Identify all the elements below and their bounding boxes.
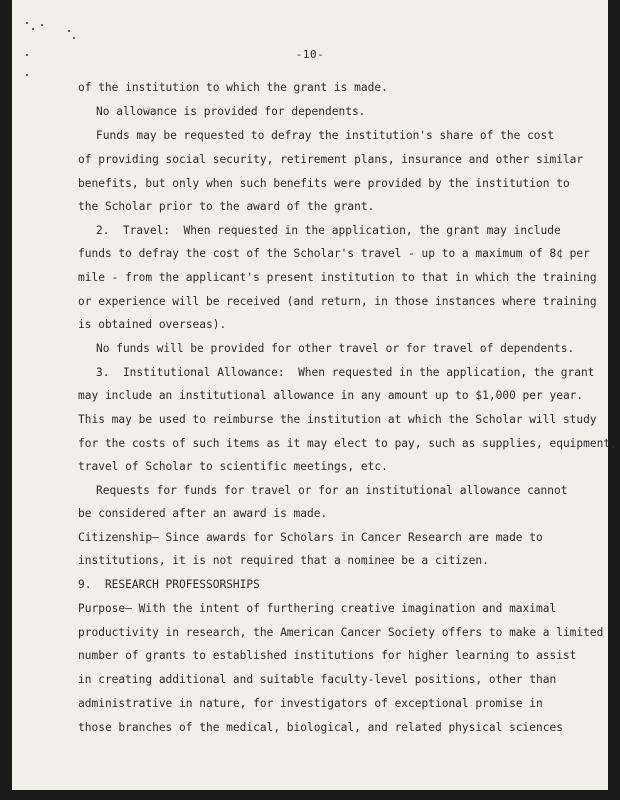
text-line: those branches of the medical, biological, and related physical sciences [78, 721, 563, 734]
section-heading: 9. RESEARCH PROFESSORSHIPS [78, 578, 260, 591]
text-line: This may be used to reimburse the institution at which the Scholar will study [78, 413, 597, 426]
text-line: mile - from the applicant's present institution to that in which the training [78, 271, 597, 284]
text-line: in creating additional and suitable faculty-level positions, other than [78, 673, 557, 686]
text-line: 2. Travel: When requested in the application, the grant may include [96, 224, 561, 237]
text-line: 3. Institutional Allowance: When requested in the application, the grant [96, 366, 595, 379]
text-line: Funds may be requested to defray the institution's share of the cost [96, 129, 555, 142]
text-line: institutions, it is not required that a nominee be a citizen. [78, 554, 489, 567]
text-line: is obtained overseas). [78, 318, 227, 331]
text-line: Purpose— With the intent of furthering creative imagination and maximal [78, 602, 557, 615]
text-line: number of grants to established institutions for higher learning to assist [78, 649, 577, 662]
text-line: No funds will be provided for other travel or for travel of dependents. [96, 342, 575, 355]
page-number: -10- [295, 48, 325, 61]
text-line: may include an institutional allowance in any amount up to $1,000 per year. [78, 389, 584, 402]
text-line: of providing social security, retirement plans, insurance and other similar [78, 153, 584, 166]
document-page [12, 0, 617, 790]
text-line: for the costs of such items as it may elect to pay, such as supplies, equipment, [78, 437, 617, 450]
text-line: Citizenship— Since awards for Scholars in Cancer Research are made to [78, 531, 543, 544]
speck-mark [68, 30, 70, 32]
text-line: benefits, but only when such benefits were provided by the institution to [78, 177, 570, 190]
speck-mark [73, 37, 75, 39]
speck-mark [41, 24, 43, 26]
speck-mark [32, 28, 34, 30]
text-line: the Scholar prior to the award of the grant. [78, 200, 375, 213]
text-line: or experience will be received (and return, in those instances where training [78, 295, 597, 308]
text-line: No allowance is provided for dependents. [96, 105, 366, 118]
text-line: be considered after an award is made. [78, 507, 328, 520]
text-line: Requests for funds for travel or for an institutional allowance cannot [96, 484, 568, 497]
text-line: productivity in research, the American Cancer Society offers to make a limited [78, 626, 604, 639]
text-line: funds to defray the cost of the Scholar's travel - up to a maximum of 8¢ per [78, 247, 590, 260]
text-line: travel of Scholar to scientific meetings, etc. [78, 460, 388, 473]
speck-mark [26, 22, 28, 24]
text-line: of the institution to which the grant is made. [78, 81, 388, 94]
speck-mark [26, 74, 28, 76]
text-line: administrative in nature, for investigators of exceptional promise in [78, 697, 543, 710]
